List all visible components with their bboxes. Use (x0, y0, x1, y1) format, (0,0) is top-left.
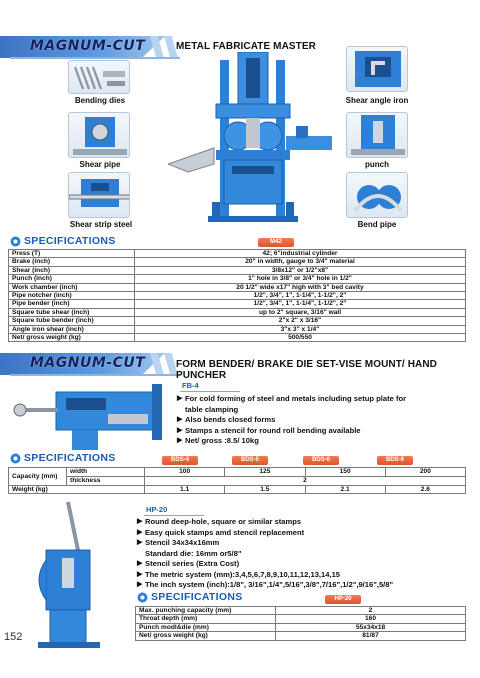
width-value: 100 (145, 468, 225, 477)
width-value: 150 (305, 468, 385, 477)
shear-strip-steel-image (68, 172, 130, 218)
brand-banner (0, 36, 190, 58)
caption-bending-dies: Bending dies (74, 96, 126, 105)
spec-table-m42 (8, 249, 466, 342)
hp20-underline (144, 515, 204, 516)
arrow-icon: ▶ (177, 426, 183, 434)
spec-label: Angle iron shear (inch) (9, 325, 135, 333)
spec-label: Net/ gross weight (kg) (9, 334, 135, 342)
spec-row (136, 607, 466, 615)
spec-row (9, 250, 466, 258)
model-tag-bds5: BDS-5 (232, 456, 268, 465)
spec-row (9, 325, 466, 333)
bullet-icon (137, 592, 148, 603)
spec-label: Square tube shear (inch) (9, 308, 135, 316)
weight-value: 2.6 (385, 486, 465, 494)
fb4-feature: ▶ Stamps a stencil for round roll bending available (177, 425, 361, 435)
spec-row (9, 308, 466, 316)
machine-image (168, 52, 340, 228)
spec-value: 81/87 (276, 632, 466, 640)
arrow-icon: ▶ (177, 395, 183, 402)
spec-label: Punch modl&die (mm) (136, 623, 276, 631)
hp20-feature: ▶ Stencil 34x34x16mm (137, 538, 220, 547)
spec-row (9, 300, 466, 308)
model-tag-bds4: BDS-4 (162, 456, 198, 465)
spec-value: 20" in width, gauge to 3/4" material (135, 258, 466, 266)
bend-pipe-image (346, 172, 408, 218)
hp20-feature: ▶ The inch system (inch):1/8", 3/16",1/4",5/16",3/8",7/16",1/2",9/16",5/8" (137, 580, 394, 589)
capacity-label: Capacity (mm) (9, 468, 67, 486)
section-title: METAL FABRICATE MASTER (176, 41, 316, 52)
spec-value: 55x34x18 (276, 623, 466, 631)
fb4-underline (180, 391, 240, 392)
fb4-feature: ▶ Also bends closed forms (177, 415, 276, 424)
fb4-label: FB-4 (182, 381, 199, 390)
spec-label: Shear (inch) (9, 266, 135, 274)
caption-shear-angle-iron: Shear angle iron (345, 96, 409, 105)
hp20-feature: ▶ The metric system (mm):3,4,5,6,7,8,9,10,11,12,13,14,15 (137, 569, 341, 579)
spec-row (9, 266, 466, 274)
model-tag-bds8: BDS-8 (377, 456, 413, 465)
spec-value: 1/2", 3/4", 1", 1-1/4", 1-1/2", 2" (135, 292, 466, 300)
spec-row (9, 334, 466, 342)
caption-shear-strip-steel: Shear strip steel (69, 220, 133, 229)
spec-table-hp20 (135, 606, 466, 641)
spec-label: Pipe notcher (inch) (9, 292, 135, 300)
arrow-icon: ▶ (137, 528, 143, 536)
width-value: 200 (385, 468, 465, 477)
punch-image (346, 112, 408, 158)
spec-value: up to 2" square, 3/16" wall (135, 308, 466, 316)
spec-row (136, 632, 466, 640)
width-label: width (67, 468, 145, 477)
shear-angle-iron-image (346, 46, 408, 92)
thickness-label: thickness (67, 477, 145, 486)
hp20-feature: ▶ Stencil series (Extra Cost) (137, 559, 240, 568)
arrow-icon: ▶ (137, 570, 143, 578)
shear-pipe-image (68, 112, 130, 158)
spec-row (136, 615, 466, 623)
arrow-icon: ▶ (177, 437, 183, 444)
thickness-value: 2 (145, 477, 466, 486)
spec-row (9, 292, 466, 300)
spec-value: 42; 6"industrial cylinder (135, 250, 466, 258)
caption-shear-pipe: Shear pipe (79, 160, 121, 169)
spec-table-bds (8, 467, 466, 494)
spec-label: Pipe bender (inch) (9, 300, 135, 308)
hp20-features (137, 517, 472, 591)
arrow-icon: ▶ (137, 539, 143, 546)
spec-value: 1/2", 3/4", 1", 1-1/4", 1-1/2", 2" (135, 300, 466, 308)
spec-label: Square tube bender (inch) (9, 317, 135, 325)
spec-value: 20 1/2" wide x17" high with 3" bed cavity (135, 283, 466, 291)
hp20-feature: Standard die: 16mm or5/8" (145, 548, 242, 558)
spec-row (136, 623, 466, 631)
fb4-feature: table clamping (185, 404, 239, 414)
bullet-icon (10, 236, 21, 247)
spec-label: Throat depth (mm) (136, 615, 276, 623)
spec-value: 1" hole in 3/8" or 3/4" hole in 1/2" (135, 275, 466, 283)
arrow-icon: ▶ (137, 518, 143, 525)
arrow-icon: ▶ (177, 416, 183, 423)
spec-row (9, 258, 466, 266)
fb4-feature: ▶ For cold forming of steel and metals including setup plate for (177, 394, 407, 403)
model-tag-bds6: BDS-6 (303, 456, 339, 465)
spec-row (9, 317, 466, 325)
weight-value: 1.1 (145, 486, 225, 494)
fb4-feature: ▶ Net/ gross :8.5/ 10kg (177, 436, 259, 445)
arrow-icon: ▶ (137, 560, 143, 567)
model-tag: M42 (258, 238, 294, 247)
specifications-heading-3: SPECIFICATIONS (137, 591, 243, 603)
spec-row (9, 283, 466, 291)
spec-value: 2 (276, 607, 466, 615)
spec-value: 2"x 2" x 3/16" (135, 317, 466, 325)
specifications-heading: SPECIFICATIONS (10, 235, 116, 247)
model-tag-hp20: HP-20 (325, 595, 361, 604)
hp20-label: HP-20 (146, 505, 168, 514)
caption-bend-pipe: Bend pipe (357, 220, 397, 229)
section-title-2: FORM BENDER/ BRAKE DIE SET-VISE MOUNT/ HAND PUNCHER (176, 359, 437, 381)
brand-banner-2 (0, 353, 190, 375)
spec-label: Net/ gross weight (kg) (136, 632, 276, 640)
weight-label: Weight (kg) (9, 486, 145, 494)
spec-value: 500/550 (135, 334, 466, 342)
bending-dies-image (68, 60, 130, 94)
specifications-heading-2: SPECIFICATIONS (10, 452, 116, 464)
spec-label: Punch (inch) (9, 275, 135, 283)
brand-logo: MAGNUM-CUT (30, 38, 146, 54)
arrow-icon: ▶ (137, 581, 143, 588)
weight-value: 1.5 (225, 486, 305, 494)
spec-value: 3"x 3" x 1/4" (135, 325, 466, 333)
form-bender-image (12, 378, 172, 454)
width-value: 125 (225, 468, 305, 477)
spec-label: Max. punching capacity (mm) (136, 607, 276, 615)
caption-punch: punch (365, 160, 389, 169)
spec-row (9, 275, 466, 283)
page-number: 152 (4, 631, 23, 643)
spec-value: 3/8x12" or 1/2"x8" (135, 266, 466, 274)
hp20-feature: ▶ Round deep-hole, square or similar stamps (137, 517, 302, 526)
hp20-feature: ▶ Easy quick stamps amd stencil replacement (137, 527, 305, 537)
spec-label: Work chamber (inch) (9, 283, 135, 291)
spec-value: 160 (276, 615, 466, 623)
spec-label: Brake (inch) (9, 258, 135, 266)
brand-logo-2: MAGNUM-CUT (30, 355, 146, 371)
bullet-icon (10, 453, 21, 464)
hand-puncher-image (28, 500, 110, 652)
fb4-features (177, 394, 467, 447)
weight-value: 2.1 (305, 486, 385, 494)
spec-label: Press (T) (9, 250, 135, 258)
